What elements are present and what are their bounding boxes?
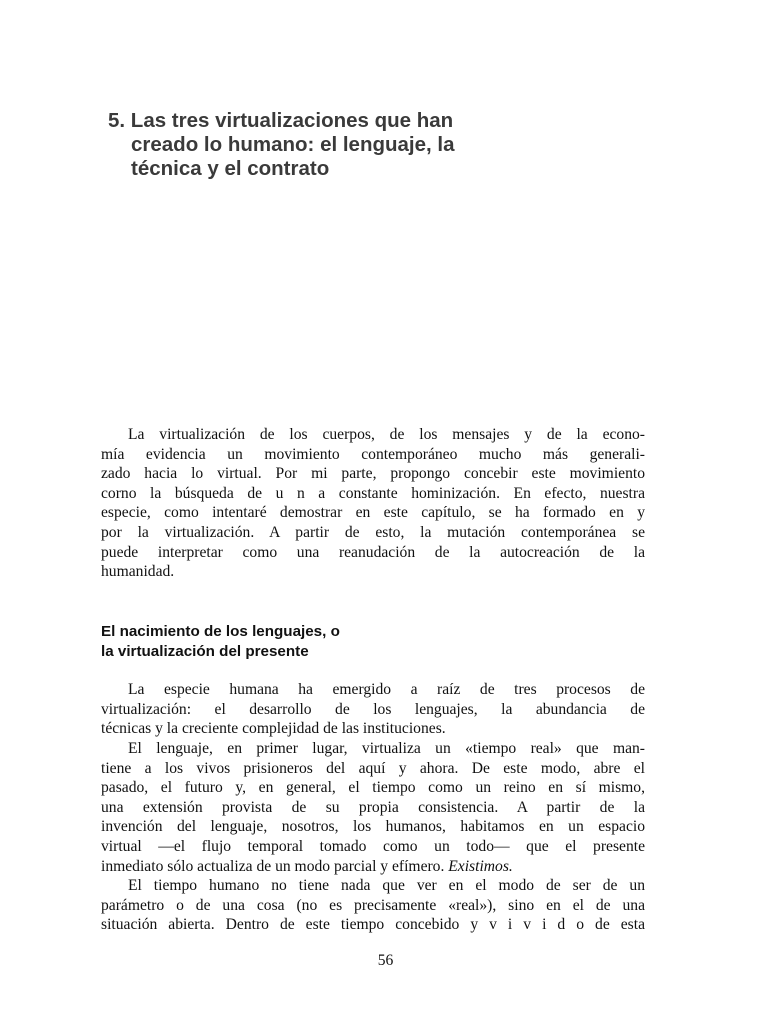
text-line: puede interpretar como una reanudación de la autocreación de la	[101, 543, 645, 561]
text-line: El lenguaje, en primer lugar, virtualiza un «tiempo real» que man-	[128, 740, 645, 757]
body-paragraph	[101, 680, 645, 739]
text-line: corno la búsqueda de u n a constante hominización. En efecto, nuestra	[101, 484, 645, 502]
page-number: 56	[377, 952, 394, 969]
text-line: por la virtualización. A partir de esto, la mutación contemporánea se	[101, 523, 645, 541]
text-line: zado hacia lo virtual. Por mi parte, propongo concebir este movimiento	[101, 465, 645, 483]
text-line: La virtualización de los cuerpos, de los mensajes y de la econo-	[128, 426, 645, 443]
text-line: humanidad.	[101, 563, 175, 581]
text-line: mía evidencia un movimiento contemporáneo mucho más generali-	[101, 445, 645, 463]
text-line: especie, como intentaré demostrar en este capítulo, se ha formado en y	[101, 504, 645, 522]
emphasized-word: Existimos.	[448, 857, 513, 875]
text-line: una extensión provista de su propia consistencia. A partir de la	[101, 798, 645, 816]
body-paragraph	[101, 739, 645, 876]
chapter-title-line: técnica y el contrato	[131, 157, 330, 180]
text-fragment: inmediato sólo actualiza de un modo parcial y efímero.	[101, 857, 449, 875]
text-line: técnicas y la creciente complejidad de las instituciones.	[101, 720, 446, 738]
text-line: parámetro o de una cosa (no es precisamente «real»), sino en el de una	[101, 896, 645, 914]
intro-paragraph	[101, 425, 645, 582]
text-line: virtual —el flujo temporal tomado como un todo— que el presente	[101, 837, 645, 855]
text-line: El tiempo humano no tiene nada que ver en el modo de ser de un	[128, 877, 645, 894]
section-heading	[101, 622, 501, 661]
text-line: tiene a los vivos prisioneros del aquí y ahora. De este modo, abre el	[101, 759, 645, 777]
text-line: situación abierta. Dentro de este tiempo concebido y v i v i d o de esta	[101, 916, 645, 934]
chapter-title	[108, 109, 528, 181]
text-line: La especie humana ha emergido a raíz de tres procesos de	[128, 681, 645, 698]
chapter-title-line: 5. Las tres virtualizaciones que han	[108, 109, 454, 132]
section-heading-line: la virtualización del presente	[101, 642, 309, 660]
section-heading-line: El nacimiento de los lenguajes, o	[101, 623, 340, 640]
text-line: virtualización: el desarrollo de los lenguajes, la abundancia de	[101, 700, 645, 718]
body-paragraph	[101, 876, 645, 935]
text-line	[101, 857, 645, 877]
chapter-title-line: creado lo humano: el lenguaje, la	[131, 133, 455, 156]
text-line: invención del lenguaje, nosotros, los humanos, habitamos en un espacio	[101, 818, 645, 836]
text-line: pasado, el futuro y, en general, el tiempo como un reino en sí mismo,	[101, 779, 645, 797]
